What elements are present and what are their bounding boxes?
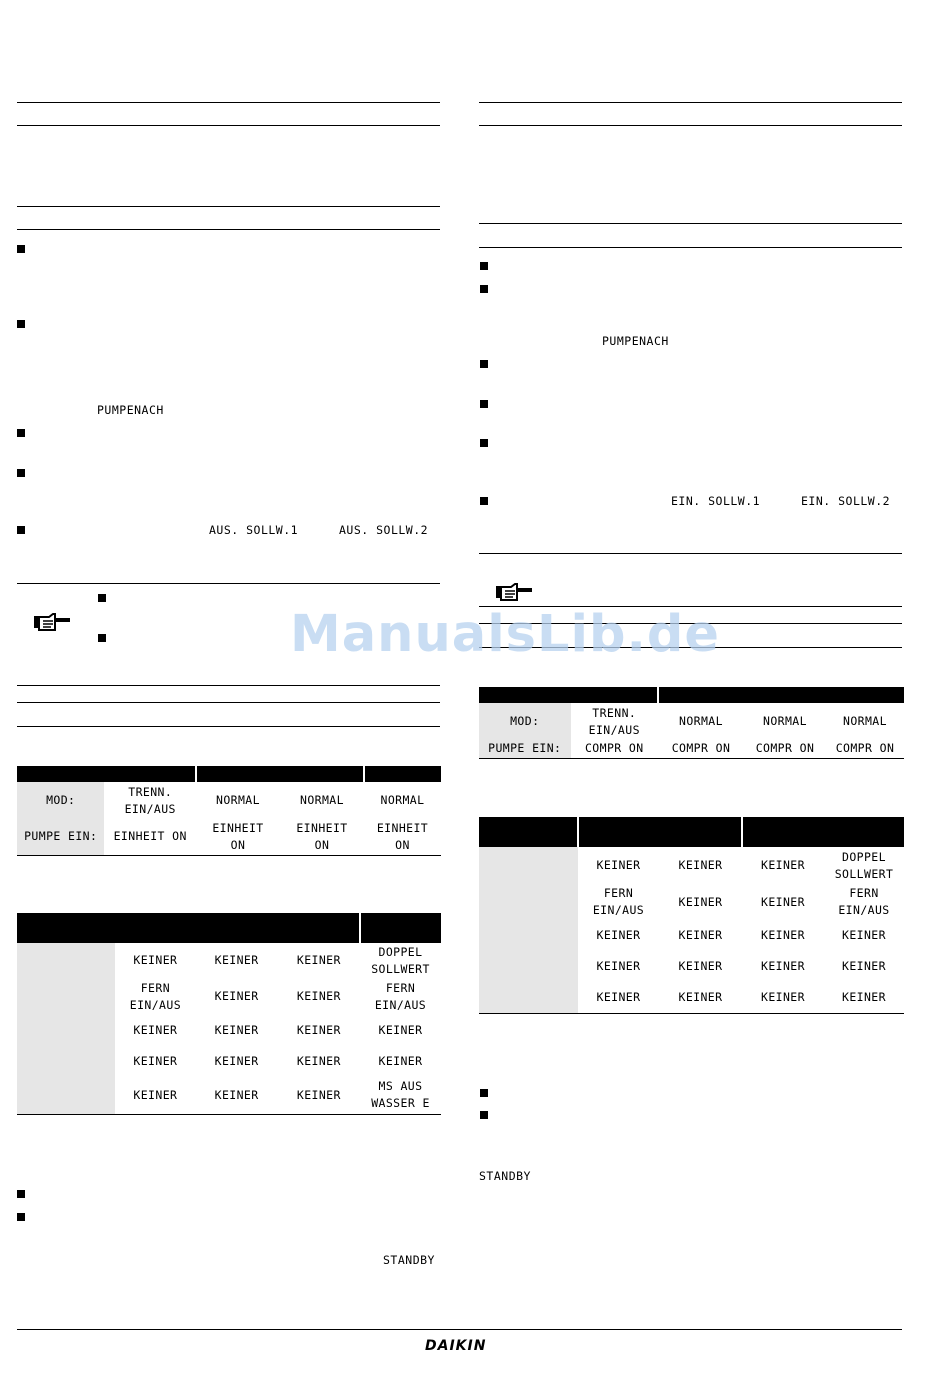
square-bullet-icon — [480, 1111, 488, 1119]
table-cell: NORMAL — [843, 714, 887, 728]
table-cell: TRENN. EIN/AUS — [124, 784, 176, 816]
aus-sollw2-label: AUS. SOLLW.2 — [339, 523, 429, 537]
ein-sollw1-label: EIN. SOLLW.1 — [671, 494, 761, 508]
rule — [479, 125, 902, 126]
square-bullet-icon — [17, 1213, 25, 1221]
square-bullet-icon — [480, 1089, 488, 1097]
row-label — [479, 847, 578, 884]
table-cell: EINHEIT ON — [376, 820, 429, 852]
square-bullet-icon — [480, 360, 488, 368]
table-cell: EINHEIT ON — [212, 820, 264, 852]
table-cell: COMPR ON — [584, 741, 644, 756]
square-bullet-icon — [480, 400, 488, 408]
mode-table-left — [17, 766, 441, 856]
table-cell: KEINER — [296, 1053, 341, 1068]
table-cell: KEINER — [596, 989, 641, 1004]
table-cell: FERN EIN/AUS — [592, 886, 645, 917]
rule — [479, 553, 902, 554]
watermark: ManualsLib.de — [290, 605, 720, 664]
table-cell: NORMAL — [300, 793, 344, 807]
standby-label: STANDBY — [479, 1169, 531, 1183]
table-cell: KEINER — [296, 1087, 341, 1102]
table-cell: TRENN. EIN/AUS — [588, 705, 640, 737]
table-cell: KEINER — [133, 953, 178, 967]
table-cell: KEINER — [214, 953, 259, 967]
ein-sollw2-label: EIN. SOLLW.2 — [801, 494, 891, 508]
square-bullet-icon — [98, 594, 106, 602]
table-cell: DOPPEL SOLLWERT — [371, 944, 430, 976]
table-cell: KEINER — [761, 989, 805, 1004]
pointing-hand-icon — [32, 610, 70, 632]
daikin-logo: DAIKIN — [425, 1338, 487, 1354]
table-cell: KEINER — [678, 989, 723, 1004]
table-cell: KEINER — [214, 1087, 259, 1102]
table-cell: KEINER — [678, 928, 723, 942]
table-cell: KEINER — [678, 894, 723, 909]
row-label: PUMPE EIN: — [479, 740, 571, 758]
row-label — [479, 884, 578, 920]
table-cell: KEINER — [842, 928, 886, 942]
rule — [479, 102, 902, 103]
row-label — [17, 1077, 115, 1114]
square-bullet-icon — [98, 634, 106, 642]
rule — [17, 102, 440, 103]
table-cell: KEINER — [133, 1053, 178, 1068]
rule — [17, 229, 440, 230]
square-bullet-icon — [17, 1190, 25, 1198]
table-cell: KEINER — [214, 1022, 259, 1037]
row-label: PUMPE EIN: — [17, 819, 104, 855]
square-bullet-icon — [480, 439, 488, 447]
table-cell: KEINER — [761, 959, 805, 973]
input-table-left — [17, 913, 441, 1115]
row-label — [17, 978, 115, 1015]
square-bullet-icon — [480, 285, 488, 293]
rule — [17, 206, 440, 207]
rule — [479, 247, 902, 248]
table-cell: KEINER — [296, 1022, 341, 1037]
row-label — [479, 920, 578, 951]
table-cell: COMPR ON — [755, 741, 815, 756]
mode-table-right — [479, 687, 904, 759]
pumpenach-label: PUMPENACH — [97, 403, 164, 417]
table-cell: KEINER — [596, 959, 641, 973]
table-cell: KEINER — [761, 894, 805, 909]
table-cell: KEINER — [842, 989, 886, 1004]
square-bullet-icon — [17, 469, 25, 477]
table-cell: DOPPEL SOLLWERT — [834, 849, 894, 881]
table-cell: KEINER — [378, 1053, 423, 1068]
rule — [17, 125, 440, 126]
row-label — [17, 943, 115, 978]
row-label: MOD: — [17, 782, 104, 819]
rule — [17, 726, 440, 727]
table-cell: KEINER — [761, 858, 805, 872]
table-cell: KEINER — [214, 1053, 259, 1068]
table-cell: KEINER — [133, 1022, 178, 1037]
table-cell: NORMAL — [380, 793, 425, 807]
table-cell: KEINER — [761, 928, 805, 942]
footer-rule — [17, 1329, 902, 1330]
table-cell: KEINER — [678, 858, 723, 872]
row-label — [17, 1015, 115, 1045]
table-cell: KEINER — [296, 953, 341, 967]
table-cell: KEINER — [133, 1087, 178, 1102]
rule — [17, 702, 440, 703]
table-cell: NORMAL — [679, 714, 723, 728]
rule — [479, 223, 902, 224]
table-cell: EINHEIT ON — [113, 829, 187, 844]
square-bullet-icon — [480, 262, 488, 270]
aus-sollw1-label: AUS. SOLLW.1 — [209, 523, 299, 537]
square-bullet-icon — [17, 526, 25, 534]
table-cell: FERN EIN/AUS — [374, 980, 427, 1012]
table-cell: COMPR ON — [835, 741, 895, 756]
table-cell: KEINER — [214, 989, 259, 1003]
table-cell: NORMAL — [763, 714, 807, 728]
table-cell: EINHEIT ON — [296, 820, 348, 852]
row-label — [479, 951, 578, 982]
table-cell: NORMAL — [216, 793, 260, 807]
table-cell: MS AUS WASSER E — [371, 1079, 430, 1111]
table-cell: KEINER — [378, 1022, 423, 1037]
table-cell: KEINER — [596, 928, 641, 942]
rule — [17, 685, 440, 686]
input-table-right — [479, 817, 904, 1014]
table-cell: KEINER — [842, 959, 886, 973]
square-bullet-icon — [17, 320, 25, 328]
square-bullet-icon — [480, 497, 488, 505]
row-label — [479, 982, 578, 1013]
table-cell: KEINER — [678, 959, 723, 973]
square-bullet-icon — [17, 429, 25, 437]
square-bullet-icon — [17, 245, 25, 253]
table-cell: COMPR ON — [671, 741, 731, 756]
pointing-hand-icon — [494, 580, 532, 602]
standby-label: STANDBY — [383, 1253, 435, 1267]
table-cell: KEINER — [596, 858, 641, 872]
table-cell: FERN EIN/AUS — [838, 886, 890, 917]
table-cell: FERN EIN/AUS — [129, 980, 182, 1012]
pumpenach-label: PUMPENACH — [602, 334, 669, 348]
table-cell: KEINER — [296, 989, 341, 1003]
rule — [17, 583, 440, 584]
row-label: MOD: — [479, 703, 571, 740]
row-label — [17, 1045, 115, 1077]
